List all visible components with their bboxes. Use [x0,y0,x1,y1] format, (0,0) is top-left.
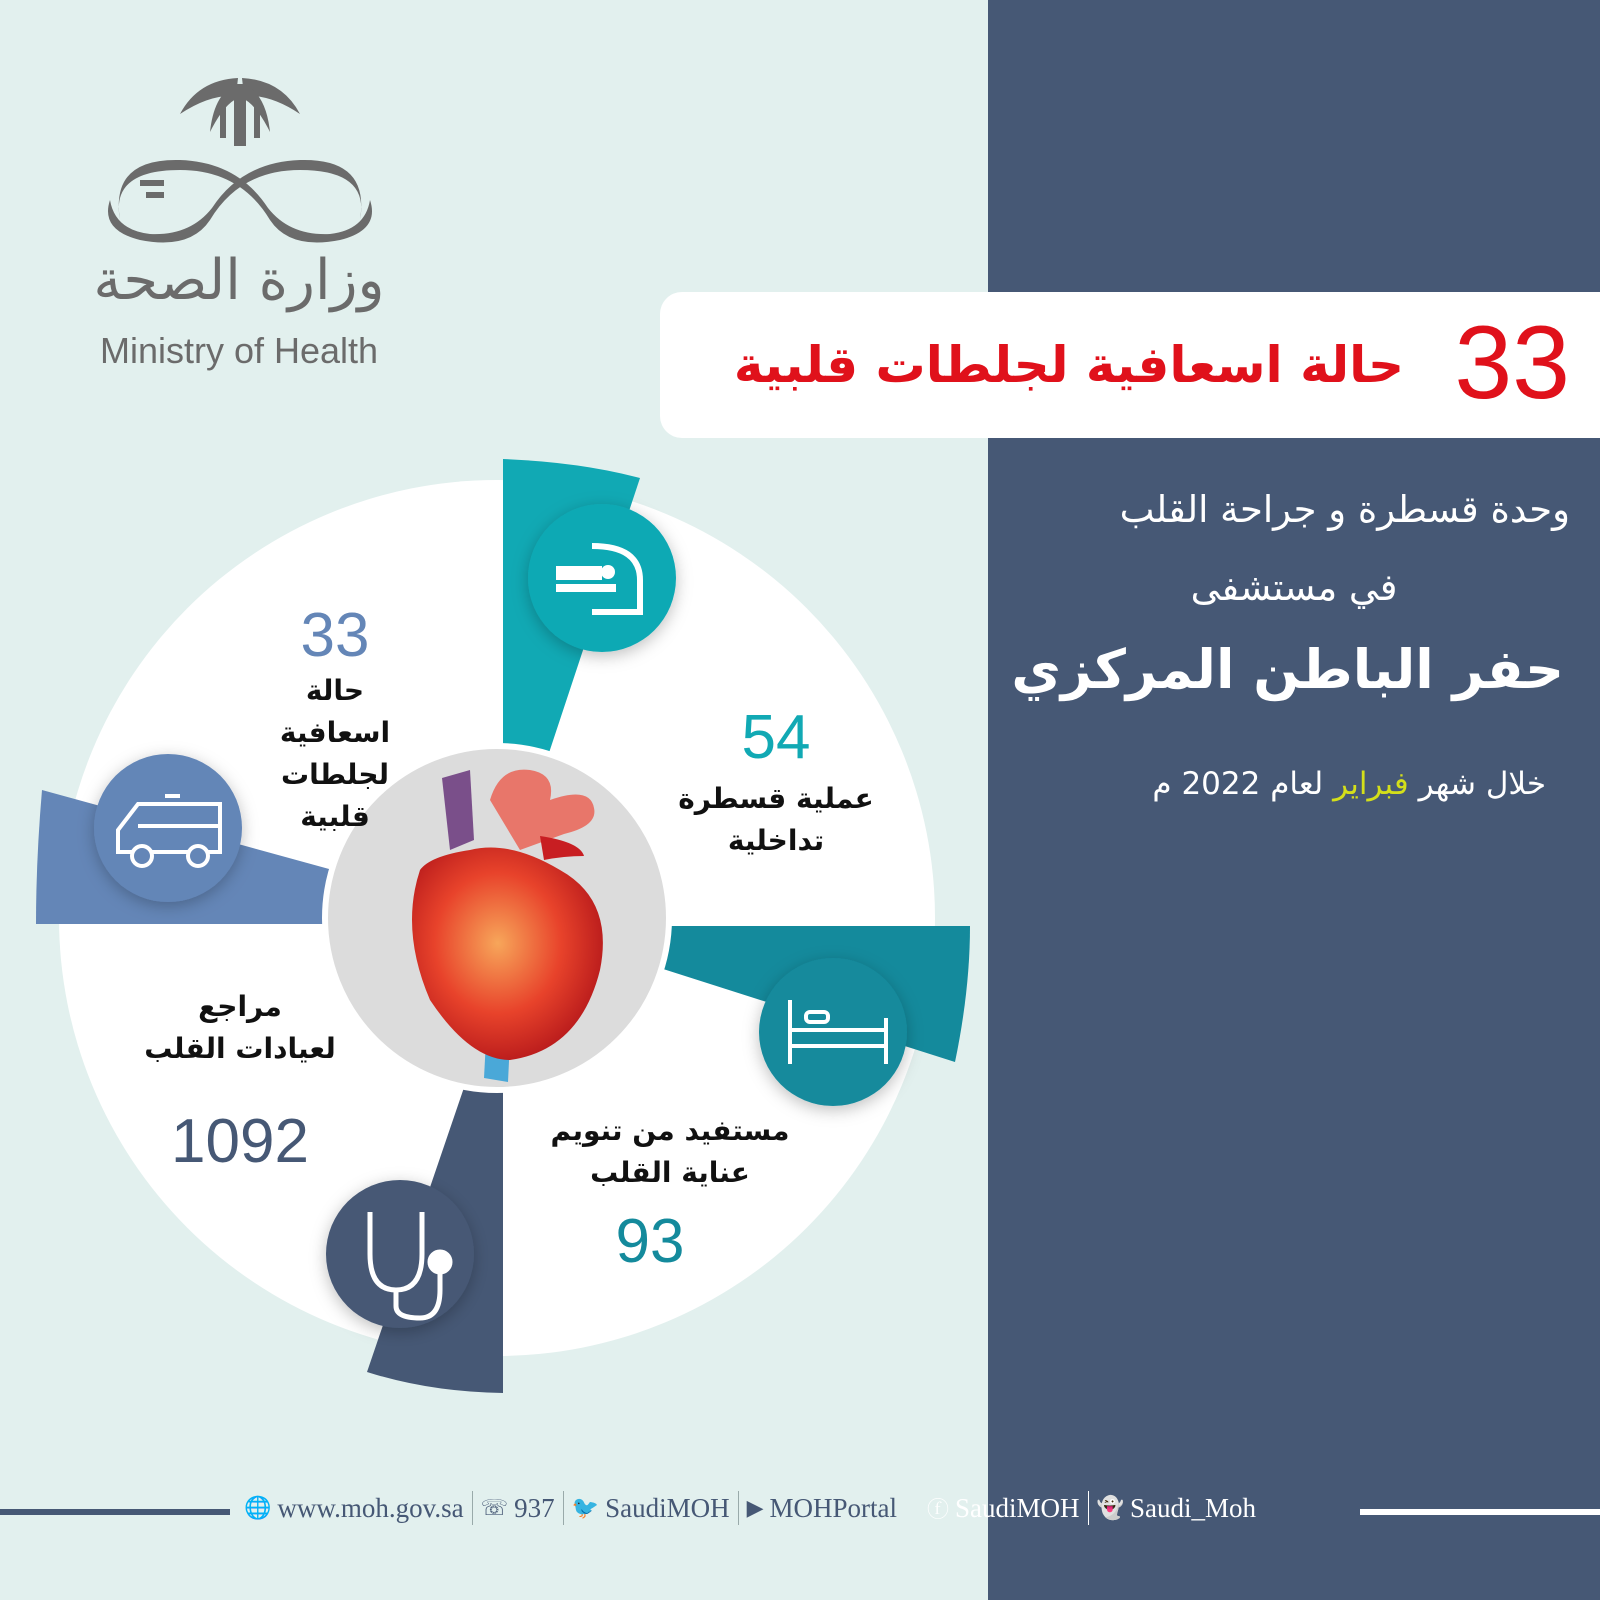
stat-clinics-label-1: مراجع [198,990,282,1023]
period-after: لعام 2022 م [1152,766,1324,802]
stat-catheterization-value: 54 [741,703,811,772]
stats-wheel [0,440,980,1400]
stat-clinics [120,986,360,1176]
facebook-icon: ⓕ [927,1497,950,1523]
headline-number: 33 [1454,305,1570,421]
stat-icu-label-2: عناية القلب [590,1156,750,1189]
stat-clinics-label-2: لعيادات القلب [144,1032,336,1065]
footer-website-text: www.moh.gov.sa [277,1492,464,1523]
stat-catheterization [666,704,886,862]
headline-text: حالة اسعافية لجلطات قلبية [733,336,1404,394]
footer-twitter-text: SaudiMOH [605,1492,730,1523]
period-text [1152,766,1546,802]
twitter-icon: 🐦 [571,1495,600,1521]
period-month: فبراير [1333,766,1409,802]
logo-text-arabic: وزارة الصحة [93,248,385,313]
palm-swords-emblem-icon [60,70,420,260]
footer-phone-text: 937 [514,1492,555,1523]
footer-facebook[interactable] [919,1493,1088,1524]
period-before: خلال شهر [1418,766,1546,802]
footer-website[interactable] [236,1493,472,1524]
stat-icu [530,1110,810,1276]
footer-line-right [1360,1509,1600,1515]
stat-emergency-value: 33 [300,601,370,670]
footer-line-left [0,1509,230,1515]
footer-facebook-text: SaudiMOH [955,1492,1080,1523]
stat-emergency [250,602,420,838]
youtube-icon: ▶ [746,1495,764,1521]
stat-catheterization-label-2: تداخلية [727,824,825,857]
stat-clinics-value: 1092 [171,1107,309,1176]
footer-bar [236,1488,1264,1528]
footer-snapchat[interactable] [1089,1493,1264,1524]
footer-phone[interactable] [473,1493,563,1524]
footer-twitter[interactable] [564,1493,738,1524]
logo-text-english: Ministry of Health [99,330,379,371]
stethoscope-icon-circle [326,1180,474,1328]
headline-box [660,292,1600,438]
ministry-logo [60,70,420,370]
unit-name: وحدة قسطرة و جراحة القلب [1119,488,1570,531]
stat-emergency-label-2: لجلطات قلبية [280,758,390,833]
footer-youtube-text: MOHPortal [769,1492,897,1523]
footer-snapchat-text: Saudi_Moh [1129,1492,1256,1523]
snapchat-icon: 👻 [1096,1495,1124,1521]
footer-youtube[interactable] [739,1493,905,1524]
stat-catheterization-label-1: عملية قسطرة [678,782,874,815]
hospital-name: حفر الباطن المركزي [1011,638,1564,701]
hospital-prefix: في مستشفى [1190,566,1398,609]
phone-icon: ☏ [480,1495,509,1521]
stat-icu-label-1: مستفيد من تنويم [550,1114,790,1147]
globe-icon: 🌐 [244,1495,272,1521]
stat-icu-value: 93 [615,1207,685,1276]
stat-emergency-label-1: حالة اسعافية [279,674,391,749]
